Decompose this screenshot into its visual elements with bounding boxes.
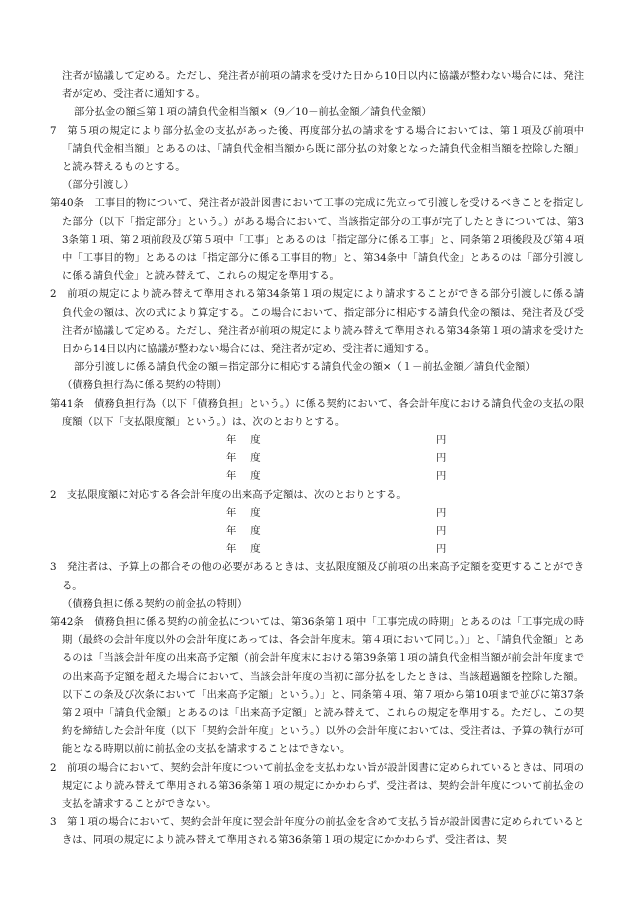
yen-unit: 円 [436,434,447,447]
fiscal-year-label: 年度 [226,452,275,465]
yen-unit: 円 [436,470,447,483]
yen-unit: 円 [436,506,447,519]
yen-unit: 円 [436,525,447,538]
heading-article-42: （債務負担に係る契約の前金払の特則） [62,597,248,610]
article-42: 第42条 債務負担に係る契約の前金払については、第36条第１項中「工事完成の時期」とあるのは「工事完成の時期（最終の会計年度以外の会計年度にあっては、各会計年度末。第４項において同じ。）」と、「請負代金額」とあるのは「当該会計年度の出来高予定額（前会計年度末における第39条第１項の請負代金相当額が前会計年度までの出来高予定額を超えた場合において、当該会計年度の当初に部分払をしたときは、当該超過額を控除した額。以下この条及び次条において「出来高予定額」という。）」と、同条第４項、第７項から第10項まで並びに第37条第２項中「請負代金額」とあるのは「出来高予定額」と読み替えて、これらの規定を準用する。ただし、この契約を締結した会計年度（以下「契約会計年度」という。）以外の会計年度においては、受注者は、予算の執行が可能となる時期以前に前払金の支払を請求することはできない。 [50,616,584,756]
fiscal-year-row [50,522,584,540]
paragraph-line: 2 前項の規定により読み替えて準用される第34条第１項の規定により請求することができる部分引渡しに係る請負代金の額は、次の式により算定する。この場合において、指定部分に相応する請負代金の額は、発注者及び受注者が協議して定める。ただし、発注者が前項の規定により読み替えて準用される第34条第１項の請求を受けた日から14日以内に協議が整わない場合には、発注者が定め、受注者に通知する。 [50,288,584,356]
payment-limit-table [50,431,584,486]
fiscal-year-row [50,449,584,467]
fiscal-year-row [50,504,584,522]
output-schedule-table [50,504,584,559]
paragraph-line: 部分払金の額≦第１項の請負代金相当額×（9／10－前払金額／請負代金額） [74,106,432,119]
paragraph-41-2: 2 支払限度額に対応する各会計年度の出来高予定額は、次のとおりとする。 [50,488,407,501]
paragraph-42-3: 3 第１項の場合において、契約会計年度に翌会計年度分の前払金を含めて支払う旨が設計図書に定められているときは、同項の規定により読み替えて準用される第36条第１項の規定にかかわらず、受注者は、契 [50,816,584,847]
text-block-top [50,67,584,431]
fiscal-year-row [50,467,584,485]
paragraph-line: 第41条 債務負担行為（以下「債務負担」という。）に係る契約において、各会計年度における請負代金の支払の限度額（以下「支払限度額」という。）は、次のとおりとする。 [50,397,584,428]
paragraph-line: （債務負担行為に係る契約の特則） [62,379,227,392]
paragraph-41-3: 3 発注者は、予算上の都合その他の必要があるときは、支払限度額及び前項の出来高予定額を変更することができる。 [50,561,584,592]
paragraph-line: 7 第５項の規定により部分払金の支払があった後、再度部分払の請求をする場合においては、第１項及び前項中「請負代金相当額」とあるのは、「請負代金相当額から既に部分払の対象となった請負代金相当額を控除した額」と読み替えるものとする。 [50,124,584,174]
paragraph-line: 部分引渡しに係る請負代金の額＝指定部分に相応する請負代金の額×（１－前払金額／請負代金額） [74,361,536,374]
fiscal-year-row [50,540,584,558]
yen-unit: 円 [436,543,447,556]
paragraph-line: （部分引渡し） [62,179,135,192]
fiscal-year-label: 年度 [226,470,275,483]
paragraph-42-2: 2 前項の場合において、契約会計年度について前払金を支払わない旨が設計図書に定められているときは、同項の規定により読み替えて準用される第36条第１項の規定にかかわらず、受注者は、契約会計年度について前払金の支払を請求することができない。 [50,761,584,811]
yen-unit: 円 [436,452,447,465]
fiscal-year-label: 年度 [226,434,275,447]
fiscal-year-label: 年度 [226,506,275,519]
paragraph-line: 注者が協議して定める。ただし、発注者が前項の請求を受けた日から10日以内に協議が整わない場合には、発注者が定め、受注者に通知する。 [62,70,584,101]
fiscal-year-label: 年度 [226,525,275,538]
fiscal-year-label: 年度 [226,543,275,556]
paragraph-line: 第40条 工事目的物について、発注者が設計図書において工事の完成に先立って引渡しを受けるべきことを指定した部分（以下「指定部分」という。）がある場合において、当該指定部分の工事が完了したときについては、第33条第１項、第２項前段及び第５項中「工事」とあるのは「指定部分に係る工事」と、同条第２項後段及び第４項中「工事目的物」とあるのは「指定部分に係る工事目的物」と、第34条中「請負代金」とあるのは「部分引渡しに係る請負代金」と読み替えて、これらの規定を準用する。 [50,197,584,283]
fiscal-year-row [50,431,584,449]
